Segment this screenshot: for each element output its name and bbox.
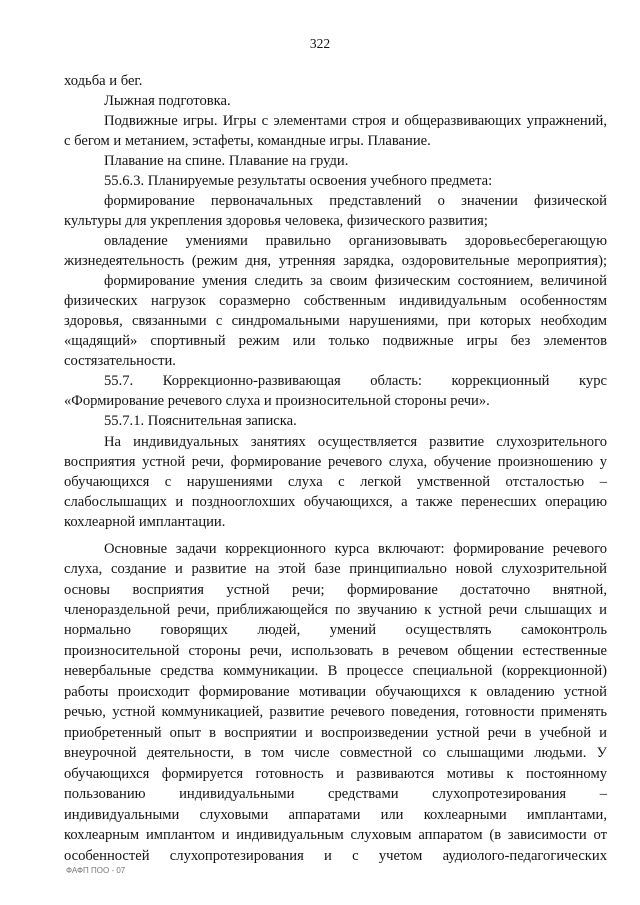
text-line: нормально говорящих людей, умений осуществлять самоконтроль — [64, 622, 607, 638]
text-line: слабослышащих и позднооглохших обучающихся, а также перенесших операцию — [64, 494, 607, 510]
section-heading: 55.7.1. Пояснительная записка. — [104, 413, 297, 429]
text-line: Основные задачи коррекционного курса включают: формирование речевого — [104, 541, 607, 557]
section-heading: «Формирование речевого слуха и произносительной стороны речи». — [64, 393, 490, 409]
text-line: «щадящий» спортивный режим или только подвижные игры без элементов — [64, 333, 607, 349]
text-line: Плавание на спине. Плавание на груди. — [104, 153, 349, 169]
text-line: На индивидуальных занятиях осуществляется развитие слухозрительного — [104, 434, 607, 450]
text-line: с бегом и метанием, эстафеты, командные игры. Плавание. — [64, 133, 431, 149]
text-line: ходьба и бег. — [64, 73, 143, 89]
text-line: культуры для укрепления здоровья человека, физического развития; — [64, 213, 488, 229]
text-line: обучающихся с нарушениями слуха с легкой умственной отсталостью – — [64, 474, 607, 490]
text-line: кохлеарной имплантации. — [64, 514, 226, 530]
text-line: основы восприятия устной речи; формирование достаточно внятной, — [64, 582, 607, 598]
text-line: произносительной стороны речи, использовать в речевом общении естественные — [64, 643, 607, 659]
text-line: индивидуальными слуховыми аппаратами или кохлеарными имплантами, — [64, 807, 607, 823]
text-line: овладение умениями правильно организовывать здоровьесберегающую — [104, 233, 607, 249]
text-line: формирование умения следить за своим физическим состоянием, величиной — [104, 273, 607, 289]
text-line: внеурочной деятельности, в том числе совместной со слышащими людьми. У — [64, 745, 607, 761]
text-line: Лыжная подготовка. — [104, 93, 231, 109]
text-line: жизнедеятельность (режим дня, утренняя зарядка, оздоровительные мероприятия); — [64, 253, 607, 269]
text-line: восприятия устной речи, формирование речевого слуха, обучение произношению у — [64, 454, 607, 470]
text-line: пользованию индивидуальными средствами слухопротезирования – — [64, 786, 607, 802]
text-line: особенностей слухопротезирования и с учетом аудиолого-педагогических — [64, 848, 607, 864]
text-line: работы происходит формирование мотивации обучающихся к овладению устной — [64, 684, 607, 700]
text-line: слуха, создание и развитие на этой базе принципиально новой слухозрительной — [64, 561, 607, 577]
text-line: здоровья, связанными с синдромальными нарушениями, при которых необходим — [64, 313, 607, 329]
text-line: обучающихся формируется готовность и развиваются мотивы к постоянному — [64, 766, 607, 782]
text-line: приобретенный опыт в восприятии и воспроизведении устной речи в учебной и — [64, 725, 607, 741]
section-heading: 55.7. Коррекционно-развивающая область: коррекционный курс — [104, 373, 607, 389]
page-number: 322 — [309, 36, 331, 51]
text-line: формирование первоначальных представлений о значении физической — [104, 193, 607, 209]
text-line: речью, устной коммуникацией, развитие речевого поведения, готовности применять — [64, 704, 607, 720]
text-line: кохлеарным имплантом и индивидуальным слуховым аппаратом (в зависимости от — [64, 827, 607, 843]
section-heading: 55.6.3. Планируемые результаты освоения учебного предмета: — [104, 173, 493, 189]
text-line: Подвижные игры. Игры с элементами строя и общеразвивающих упражнений, — [104, 113, 607, 129]
text-line: состязательности. — [64, 353, 176, 369]
text-line: членораздельной речи, приближающейся по звучанию к устной речи слышащих и — [64, 602, 607, 618]
footer-stamp: ФАФП ПОО - 07 — [66, 866, 126, 875]
text-line: невербальные средства коммуникации. В процессе специальной (коррекционной) — [64, 663, 607, 679]
text-line: физических нагрузок соразмерно собственным индивидуальным особенностям — [64, 293, 607, 309]
